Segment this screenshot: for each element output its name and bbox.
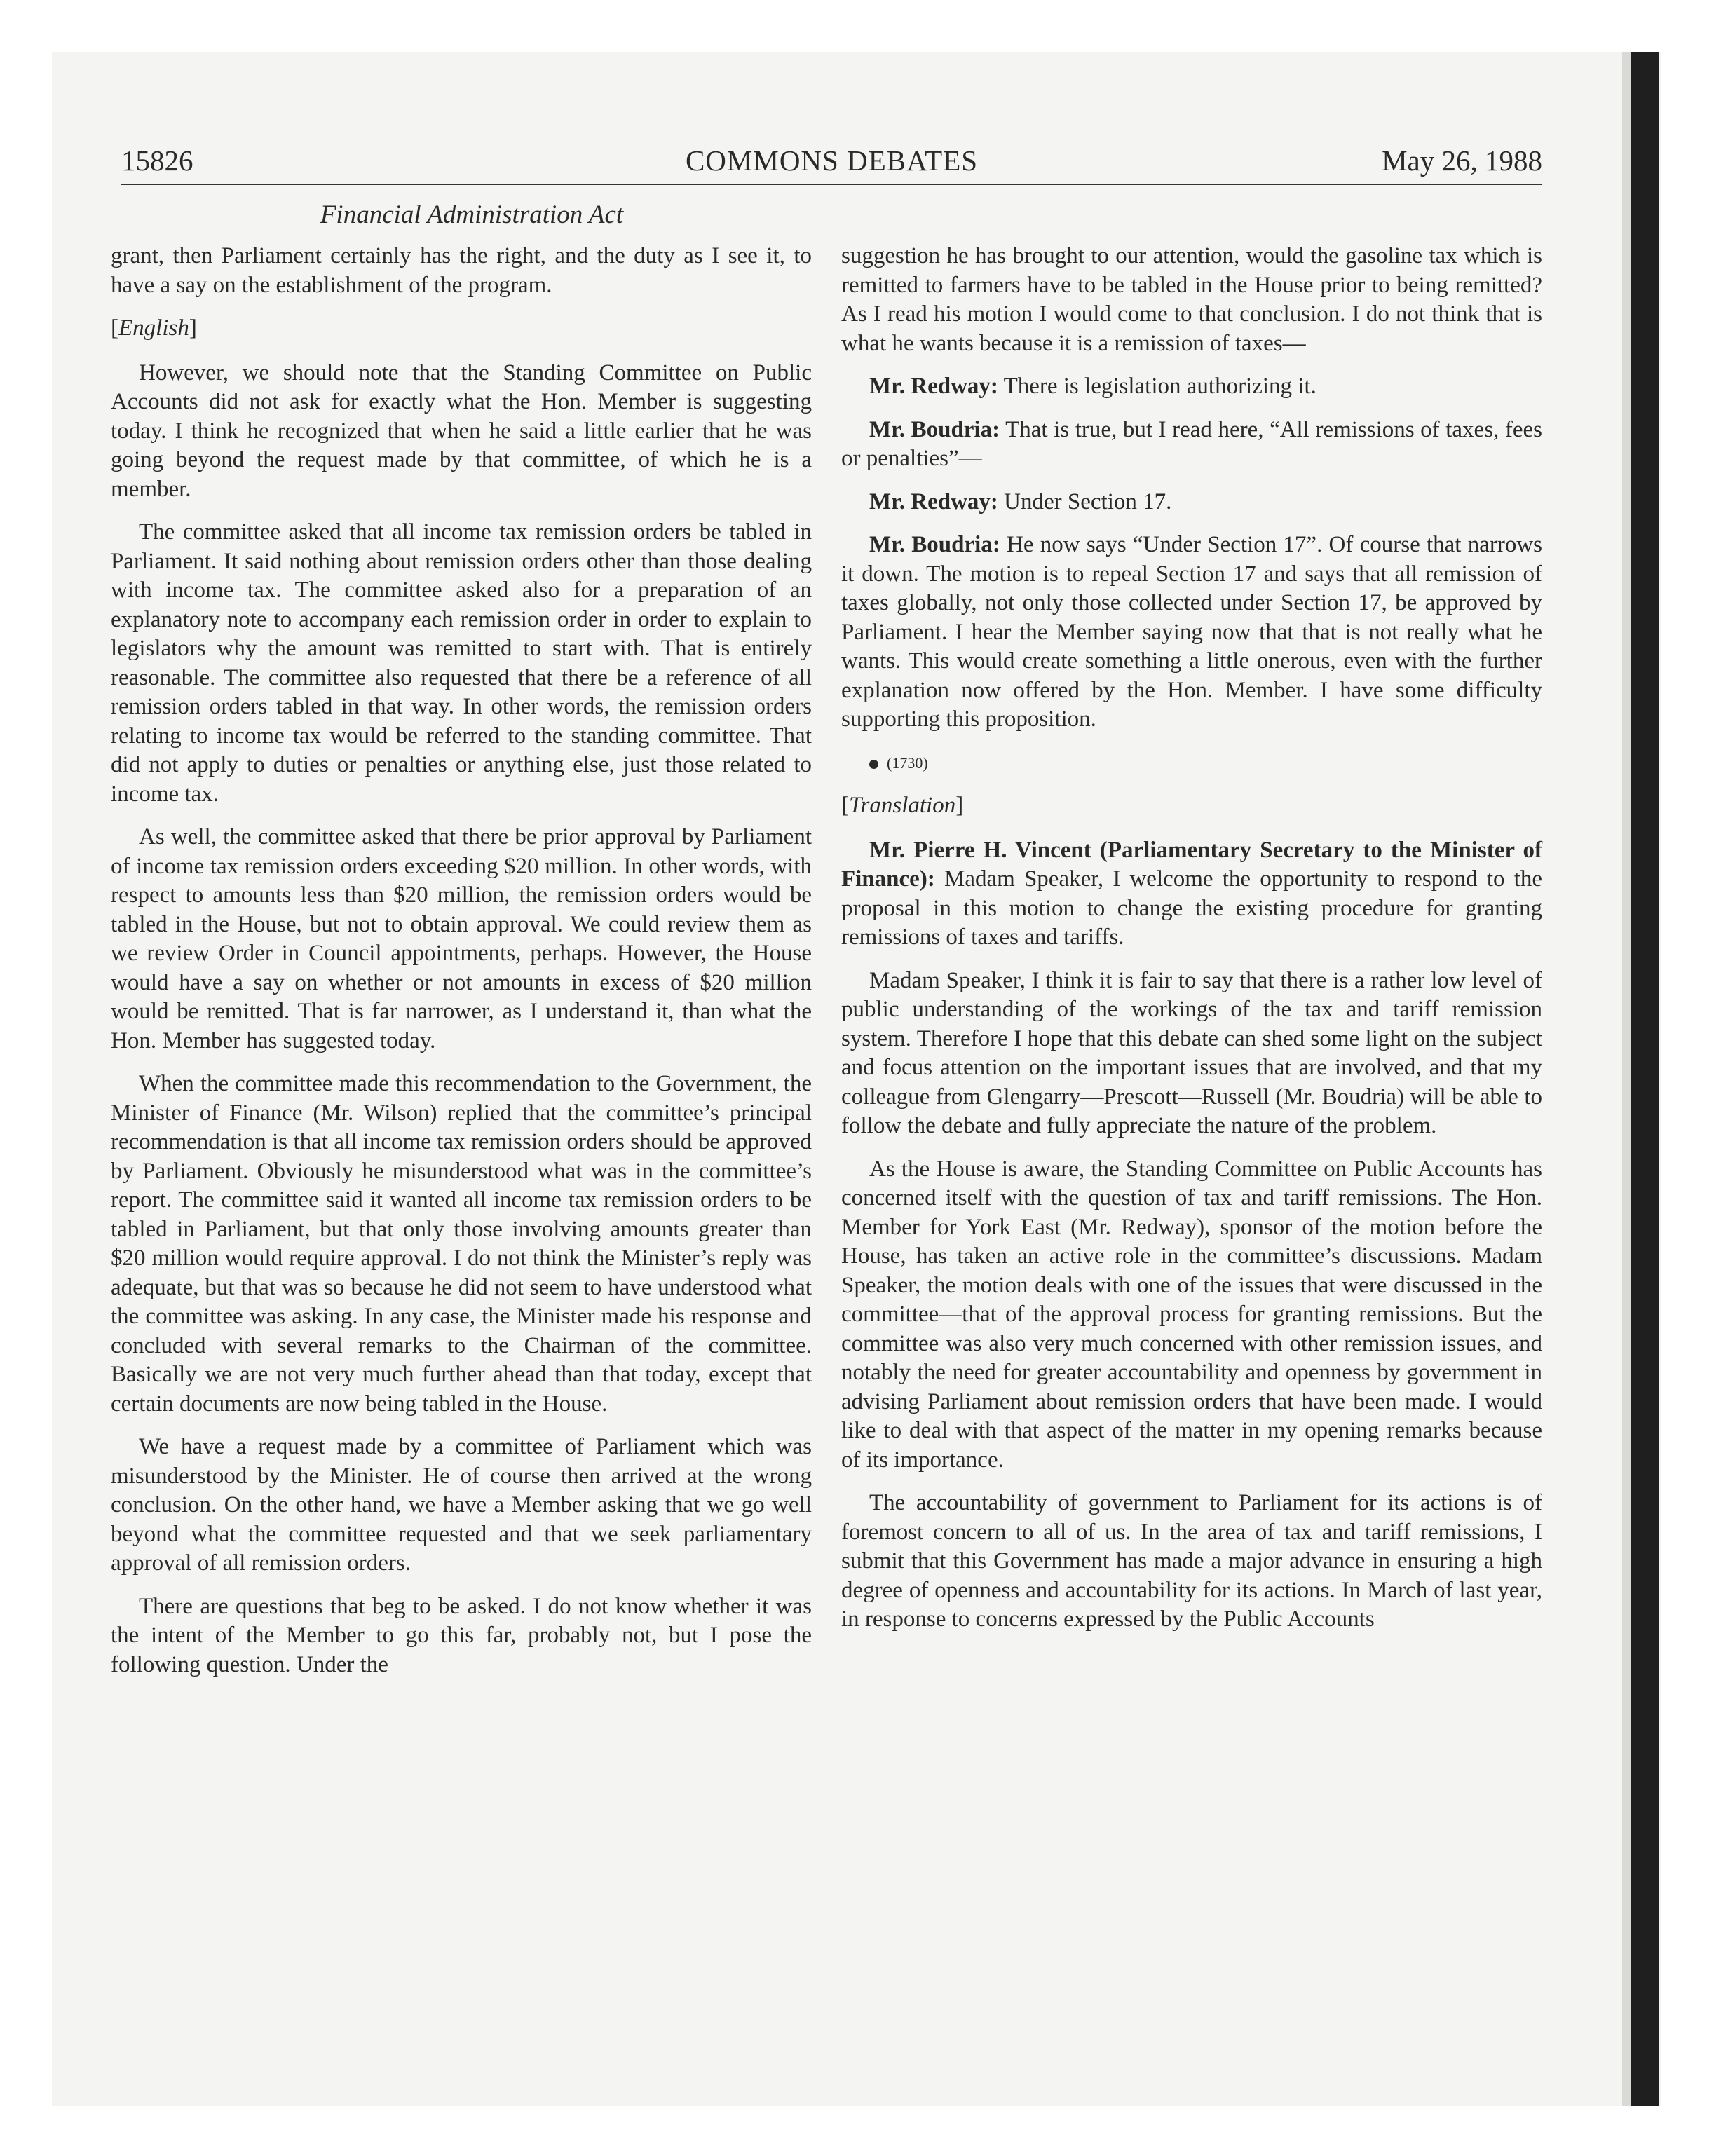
speech-text: That is true, but I read here, “All remissions of taxes, fees or penalties”— xyxy=(841,416,1542,471)
page-number: 15826 xyxy=(121,144,193,177)
speaker-name: Mr. Boudria: xyxy=(869,532,1000,557)
paragraph: As the House is aware, the Standing Committee on Public Accounts has concerned itself with the question of tax and tariff remissions. The Hon. Member for York East (Mr. Redway), sponsor of the motion before the House, has taken an active role in the committee’s discussions. Madam Speaker, the motion deals with one of the issues that were discussed in the committee—that of the approval process for granting remissions. But the committee was also very much concerned with other remission issues, and notably the need for greater accountability and openness by government in advising Parliament about remission orders that have been made. I would like to deal with that aspect of the matter in my opening remarks because of its importance. xyxy=(841,1156,1542,1473)
language-label: English xyxy=(118,315,189,341)
speech-boudria xyxy=(841,531,1542,735)
paragraph: Madam Speaker, I think it is fair to say that there is a rather low level of public understanding of the workings of the tax and tariff remission system. Therefore I hope that this debate can shed some light on the subject and focus attention on the important issues that are involved, and that my colleague from Glengarry—Prescott—Russell (Mr. Boudria) will be able to follow the debate and fully appreciate the nature of the problem. xyxy=(841,967,1542,1138)
paragraph: When the committee made this recommendation to the Government, the Minister of Finance (Mr. Wilson) replied that the committee’s principal recommendation is that all income tax remission orders should be approved by Parliament. Obviously he misunderstood what was in the committee’s report. The committee said it wanted all income tax remission orders to be tabled in Parliament, but that only those involving amounts greater than $20 million would require approval. I do not think the Minister’s reply was adequate, but that was so because he did not seem to have understood what the committee was asking. In any case, the Minister made his response and concluded with several remarks to the Chairman of the committee. Basically we are not very much further ahead than that today, except that certain documents are now being tabled in the House. xyxy=(111,1071,812,1417)
paragraph: However, we should note that the Standing Committee on Public Accounts did not ask for exactly what the Hon. Member is suggesting today. I think he recognized that when he said a little earlier that he was going beyond the request made by that committee, of which he is a member. xyxy=(111,360,812,502)
header-divider xyxy=(121,184,1542,185)
paragraph: As well, the committee asked that there be prior approval by Parliament of income tax remission orders exceeding $20 million. In other words, with respect to amounts less than $20 million, the remission orders would be tabled in the House, but not to obtain approval. We could review them as we review Order in Council appointments, perhaps. However, the House would have a say on whether or not amounts in excess of $20 million would be remitted. That is far narrower, as I understand it, than what the Hon. Member has suggested today. xyxy=(111,824,812,1053)
scan-edge-shadow xyxy=(1631,52,1659,2106)
paragraph: We have a request made by a committee of Parliament which was misunderstood by the Minister. He of course then arrived at the wrong conclusion. On the other hand, we have a Member asking that we go well beyond what the committee requested and that we seek parliamentary approval of all remission orders. xyxy=(111,1434,812,1576)
language-marker: [English] xyxy=(111,315,197,341)
speech-boudria xyxy=(841,416,1542,474)
journal-title: COMMONS DEBATES xyxy=(685,144,979,177)
speaker-name: Mr. Redway: xyxy=(869,374,998,399)
speech-text: Madam Speaker, I welcome the opportunity to respond to the proposal in this motion to change the existing procedure for granting remissions of taxes and tariffs. xyxy=(841,866,1542,950)
speech-redway xyxy=(841,372,1542,402)
right-column xyxy=(841,242,1542,1649)
scan-edge-margin xyxy=(1622,52,1631,2106)
paragraph: The accountability of government to Parliament for its actions is of foremost concern to all of us. In the area of tax and tariff remissions, I submit that this Government has made a major advance in ensuring a high degree of openness and accountability for its actions. In March of last year, in response to concerns expressed by the Public Accounts xyxy=(841,1490,1542,1632)
paragraph: suggestion he has brought to our attention, would the gasoline tax which is remitted to farmers have to be tabled in the House prior to being remitted? As I read his motion I would come to that conclusion. I do not think that is what he wants because it is a remission of taxes— xyxy=(841,243,1542,356)
publication-date: May 26, 1988 xyxy=(1382,144,1542,177)
paragraph: The committee asked that all income tax remission orders be tabled in Parliament. It said nothing about remission orders other than those dealing with income tax. The committee asked also for a preparation of an explanatory note to accompany each remission order in order to explain to legislators why the amount was remitted to start with. That is entirely reasonable. The committee also requested that there be a reference of all remission orders tabled in that way. In other words, the remission orders relating to income tax would be referred to the standing committee. That did not apply to duties or penalties or anything else, just those related to income tax. xyxy=(111,519,812,807)
time-marker xyxy=(841,749,1542,778)
time-marker-text: (1730) xyxy=(887,753,928,772)
section-title: Financial Administration Act xyxy=(320,200,624,229)
page-header xyxy=(121,144,1542,184)
left-column xyxy=(111,242,812,1693)
bullet-icon xyxy=(869,760,878,769)
speech-vincent xyxy=(841,836,1542,953)
speaker-name: Mr. Boudria: xyxy=(869,416,1000,442)
language-marker: [Translation] xyxy=(841,793,964,818)
speech-text: Under Section 17. xyxy=(998,489,1172,514)
paragraph: grant, then Parliament certainly has the right, and the duty as I see it, to have a say on the establishment of the program. xyxy=(111,243,812,298)
speech-redway xyxy=(841,488,1542,517)
paragraph: There are questions that beg to be asked. I do not know whether it was the intent of the Member to go this far, probably not, but I pose the following question. Under the xyxy=(111,1593,812,1677)
speech-text: There is legislation authorizing it. xyxy=(998,374,1316,399)
speaker-name: Mr. Redway: xyxy=(869,489,998,514)
speech-text: He now says “Under Section 17”. Of course that narrows it down. The motion is to repeal Section 17 and says that all remission of taxes globally, not only those collected under Section 17, be approved by Parliament. I hear the Member saying now that that is not really what he wants. This would create something a little onerous, even with the further explanation now offered by the Hon. Member. I have some difficulty supporting this proposition. xyxy=(841,532,1542,732)
language-label: Translation xyxy=(849,793,956,818)
speaker-name: Mr. Pierre H. Vincent (Parliamentary Secretary to the Minister of Finance): xyxy=(841,837,1542,892)
